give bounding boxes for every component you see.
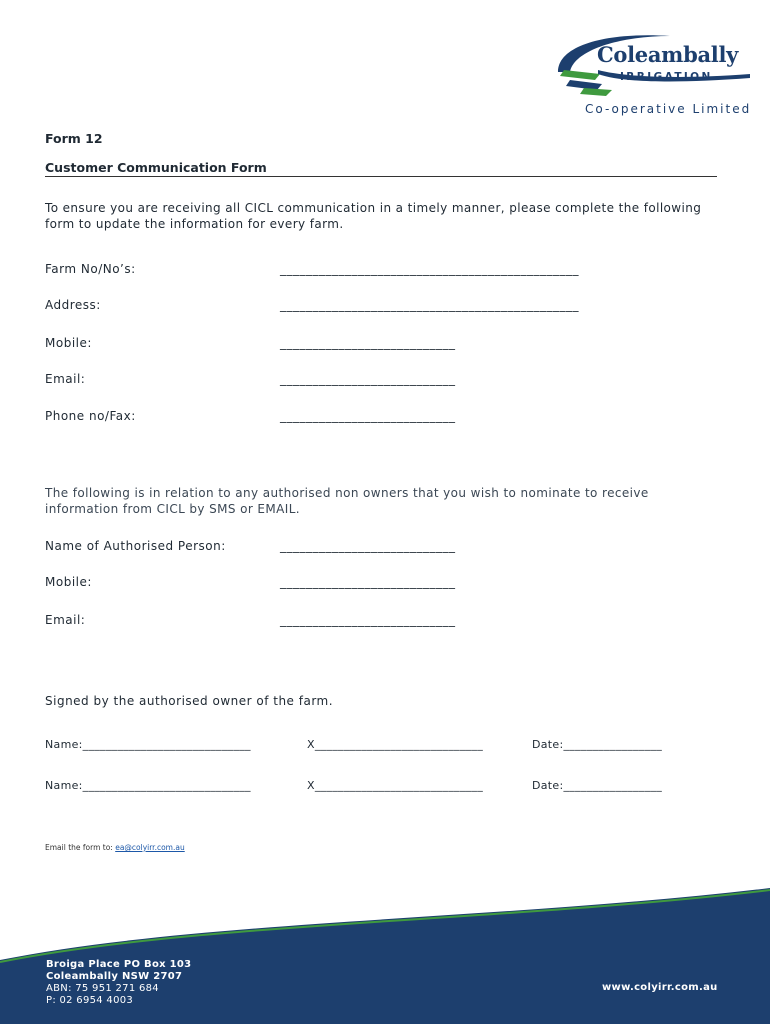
footer-phone: P: 02 6954 4003 [46, 995, 134, 1006]
email-note-prefix: Email the form to: [45, 843, 116, 852]
signature-row [45, 779, 662, 792]
authorised-email-field[interactable]: ___________________________ [280, 613, 456, 627]
signature-heading: Signed by the authorised owner of the farm. [45, 694, 334, 708]
intro-paragraph: To ensure you are receiving all CICL communication in a timely manner, please complete the following form to update the information for every farm. [45, 201, 702, 231]
footer-abn: ABN: 75 951 271 684 [46, 983, 159, 994]
email-note [45, 843, 185, 852]
authorised-name-label: Name of Authorised Person: [45, 539, 226, 553]
form-number: Form 12 [45, 131, 103, 146]
title-divider [45, 176, 717, 177]
signature-date-field[interactable]: Date:_________________ [532, 738, 663, 751]
authorised-name-field[interactable]: ___________________________ [280, 539, 456, 553]
address-field[interactable]: ______________________________________________ [280, 298, 579, 312]
email-link[interactable]: ea@colyirr.com.au [115, 843, 185, 852]
authorised-mobile-label: Mobile: [45, 575, 92, 589]
email-label: Email: [45, 372, 86, 386]
signature-date-field[interactable]: Date:_________________ [532, 779, 663, 792]
footer-website[interactable]: www.colyirr.com.au [602, 982, 718, 993]
farm-no-label: Farm No/No’s: [45, 262, 136, 276]
signature-row [45, 738, 662, 751]
form-title: Customer Communication Form [45, 160, 267, 175]
authorised-email-label: Email: [45, 613, 86, 627]
address-label: Address: [45, 298, 101, 312]
signature-mark-field[interactable]: X_____________________________ [307, 738, 484, 751]
footer-address-line1: Broiga Place PO Box 103 [46, 959, 192, 970]
footer-address-line2: Coleambally NSW 2707 [46, 971, 183, 982]
signature-name-field[interactable]: Name:_____________________________ [45, 779, 251, 792]
phone-fax-field[interactable]: ___________________________ [280, 409, 456, 423]
signature-mark-field[interactable]: X_____________________________ [307, 779, 484, 792]
logo-subname: IRRIGATION [620, 71, 713, 83]
logo-tagline: Co-operative Limited [585, 102, 752, 116]
farm-no-field[interactable]: ______________________________________________ [280, 262, 579, 276]
authorised-mobile-field[interactable]: ___________________________ [280, 575, 456, 589]
footer-address [46, 959, 191, 1007]
phone-fax-label: Phone no/Fax: [45, 409, 136, 423]
mobile-label: Mobile: [45, 336, 92, 350]
logo-name: Coleambally [597, 42, 739, 67]
signature-name-field[interactable]: Name:_____________________________ [45, 738, 251, 751]
email-field[interactable]: ___________________________ [280, 372, 456, 386]
mobile-field[interactable]: ___________________________ [280, 336, 456, 350]
authorised-intro: The following is in relation to any authorised non owners that you wish to nominate to receive information from CICL by SMS or EMAIL. [45, 486, 649, 516]
